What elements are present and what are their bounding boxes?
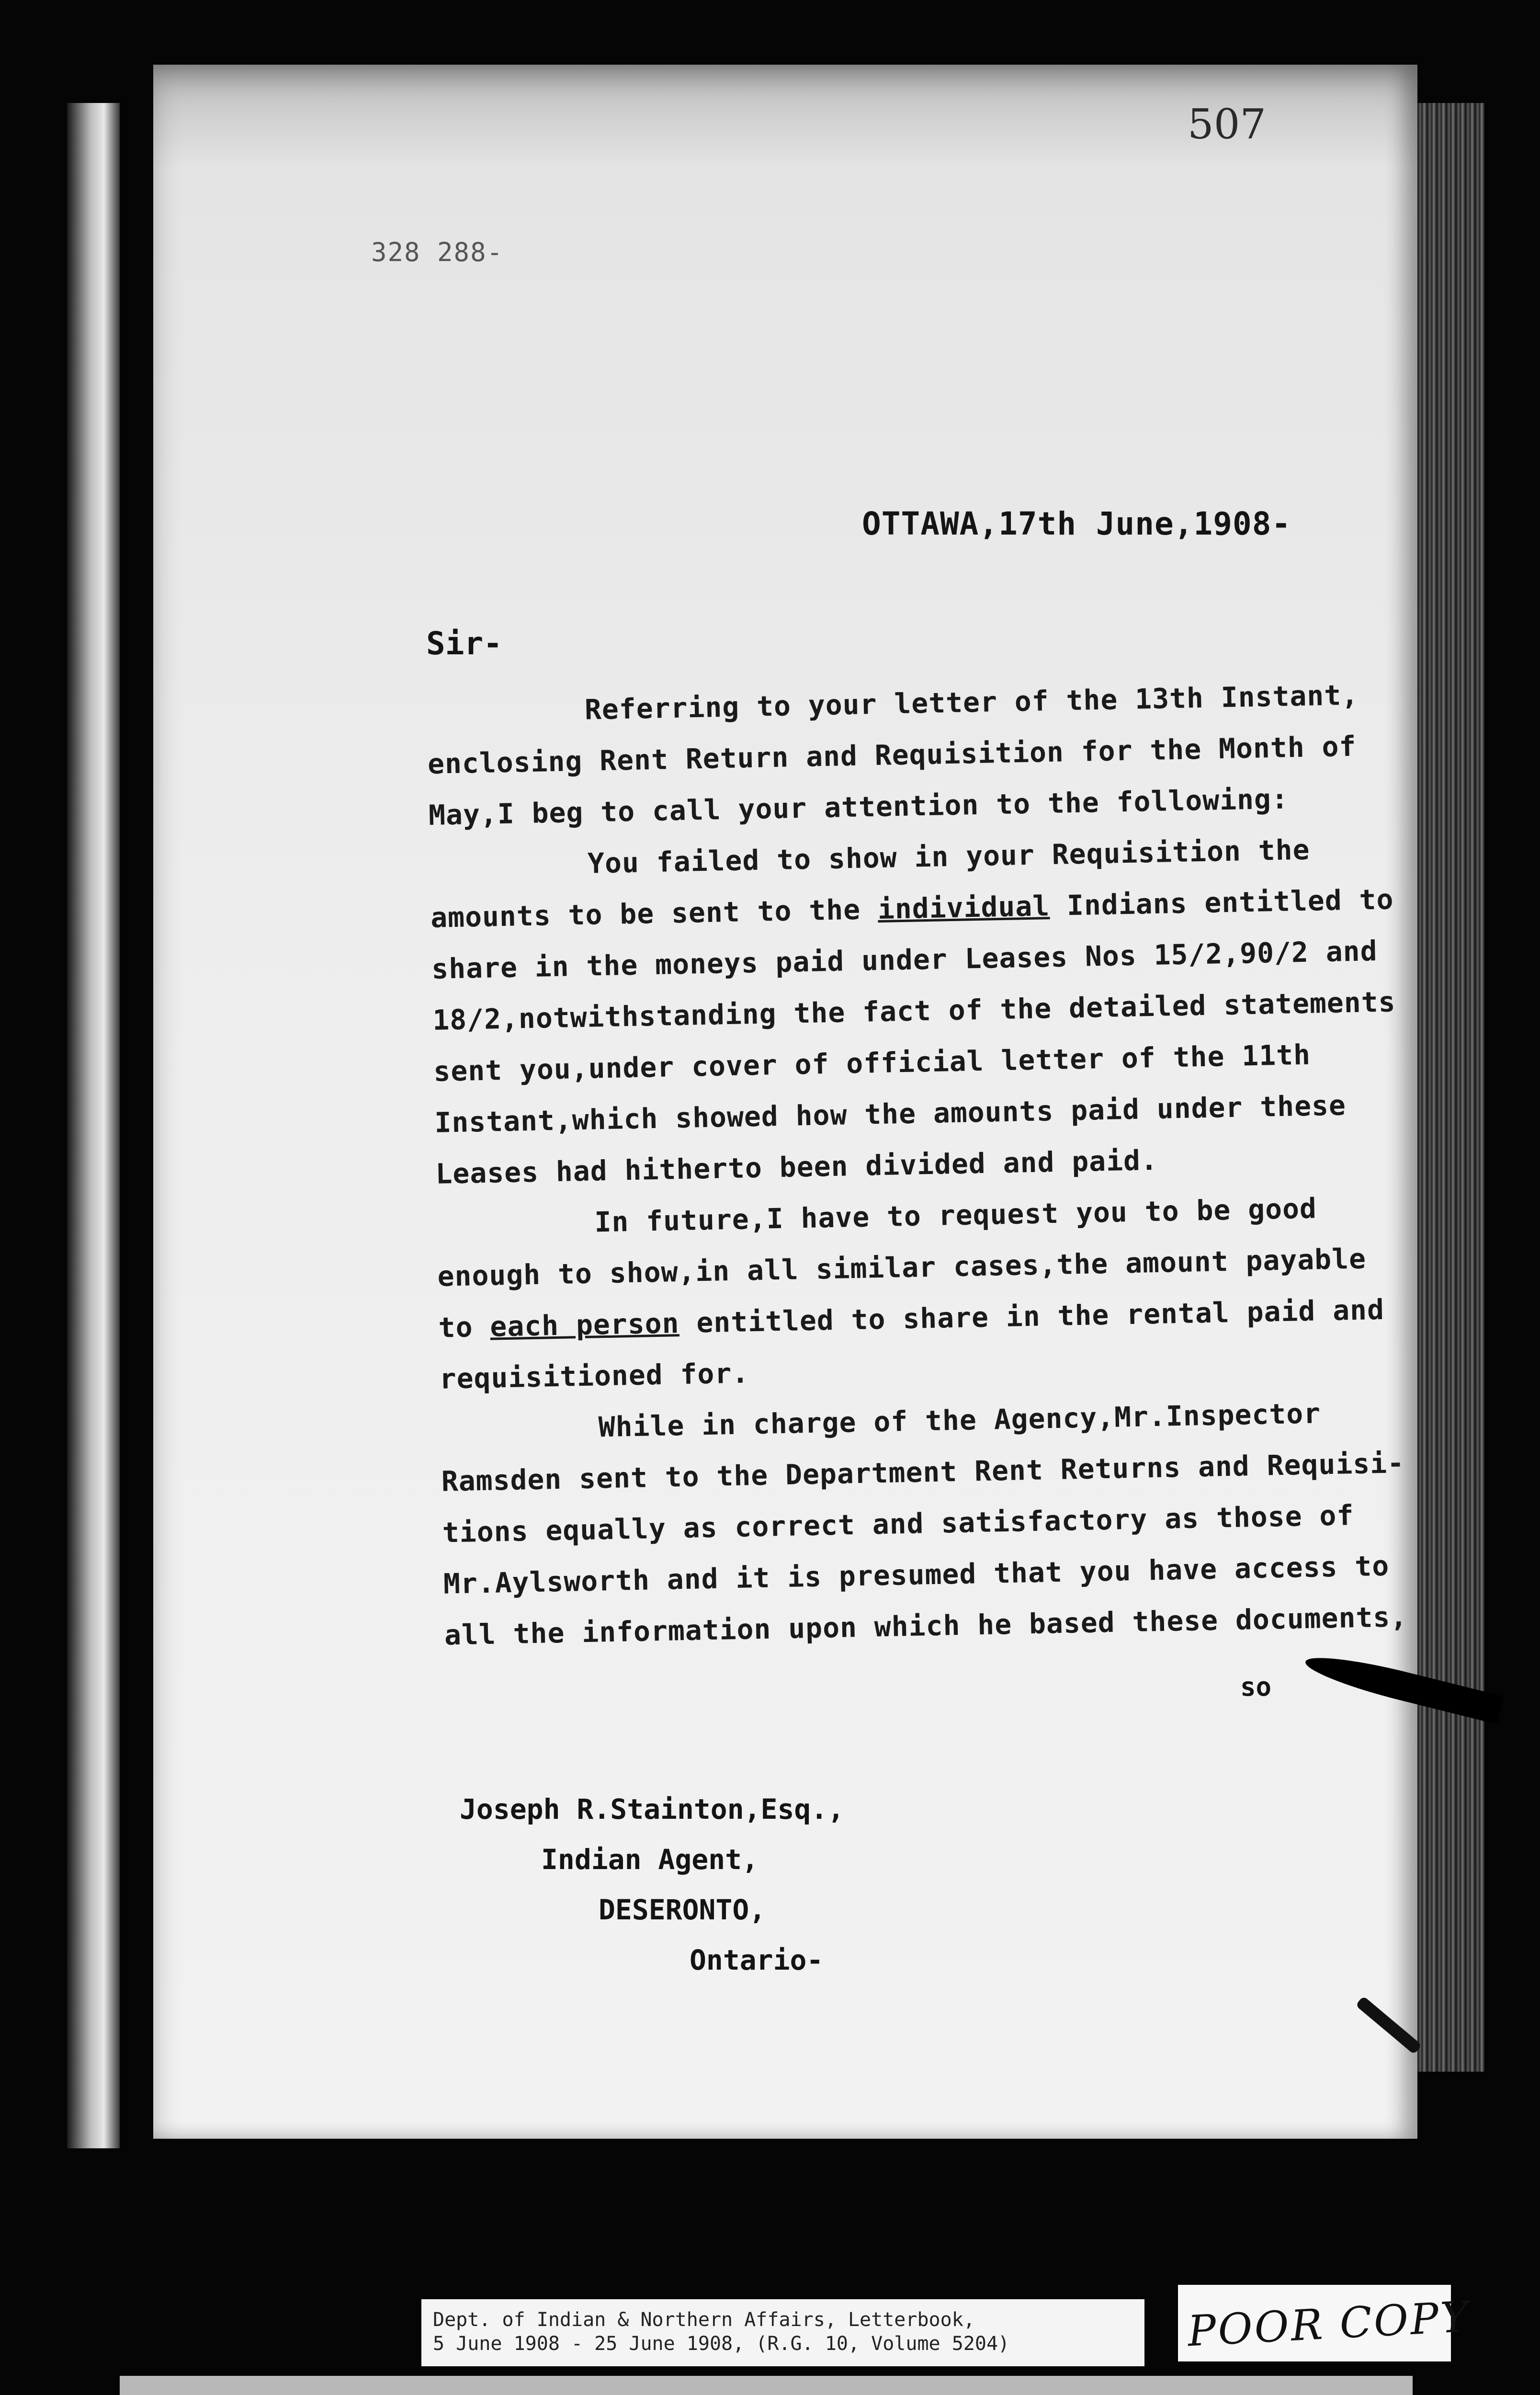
body-line: You failed to show in your Requisition the bbox=[587, 833, 1311, 880]
ink-mark bbox=[1355, 1996, 1422, 2055]
archive-label-line: 5 June 1908 - 25 June 1908, (R.G. 10, Volume 5204) bbox=[433, 2333, 1010, 2355]
body-line: Ramsden sent to the Department Rent Returns and Requisi- bbox=[441, 1447, 1405, 1498]
body-line: Instant,which showed how the amounts paid under these bbox=[434, 1089, 1347, 1139]
body-line: sent you,under cover of official letter of the 11th bbox=[433, 1038, 1311, 1088]
body-line: Leases had hitherto been divided and paid. bbox=[435, 1143, 1158, 1190]
recipient-name: Joseph R.Stainton,Esq., bbox=[460, 1793, 845, 1825]
recipient-town: DESERONTO, bbox=[599, 1893, 766, 1926]
body-line: In future,I have to request you to be good bbox=[594, 1192, 1317, 1239]
body-line: Mr.Aylsworth and it is presumed that you have access to bbox=[443, 1549, 1390, 1600]
body-text: to bbox=[438, 1310, 491, 1344]
recipient-province: Ontario- bbox=[690, 1944, 824, 1976]
body-line: While in charge of the Agency,Mr.Inspector bbox=[598, 1397, 1321, 1444]
letter-body bbox=[426, 668, 1474, 1661]
archive-label bbox=[421, 2299, 1144, 2366]
dateline: OTTAWA,17th June,1908- bbox=[862, 505, 1291, 542]
file-number: 328 288- bbox=[371, 237, 504, 267]
body-line: tions equally as correct and satisfactory as those of bbox=[442, 1499, 1354, 1549]
quality-note: POOR COPY bbox=[1186, 2292, 1472, 2356]
underlined-word: each person bbox=[489, 1307, 680, 1343]
body-line: requisitioned for. bbox=[439, 1357, 749, 1395]
recipient-title: Indian Agent, bbox=[541, 1843, 759, 1876]
salutation: Sir- bbox=[426, 625, 502, 662]
body-text: entitled to share in the rental paid and bbox=[679, 1293, 1385, 1340]
body-text: amounts to be sent to the bbox=[430, 892, 878, 934]
continuation-word: so bbox=[1240, 1672, 1272, 1702]
body-line: enclosing Rent Return and Requisition for the Month of bbox=[427, 730, 1357, 780]
body-text: Indians entitled to bbox=[1049, 883, 1394, 923]
body-line: all the information upon which he based these documents, bbox=[444, 1600, 1408, 1652]
archives-stamp bbox=[120, 2376, 1413, 2395]
body-line: share in the moneys paid under Leases Nos 15/2,90/2 and bbox=[431, 934, 1378, 985]
recipient-address bbox=[460, 1784, 844, 1985]
underlined-word: individual bbox=[877, 890, 1050, 925]
body-line: 18/2,notwithstanding the fact of the detailed statements bbox=[432, 985, 1396, 1037]
book-left-edge bbox=[67, 103, 120, 2148]
body-line: Referring to your letter of the 13th Instant, bbox=[584, 678, 1359, 726]
body-line: enough to show,in all similar cases,the amount payable bbox=[437, 1242, 1367, 1293]
letter-page bbox=[153, 65, 1417, 2139]
body-line: May,I beg to call your attention to the following: bbox=[428, 782, 1289, 832]
archive-label-line: Dept. of Indian & Northern Affairs, Letterbook, bbox=[433, 2309, 975, 2331]
page-number: 507 bbox=[1188, 101, 1267, 148]
